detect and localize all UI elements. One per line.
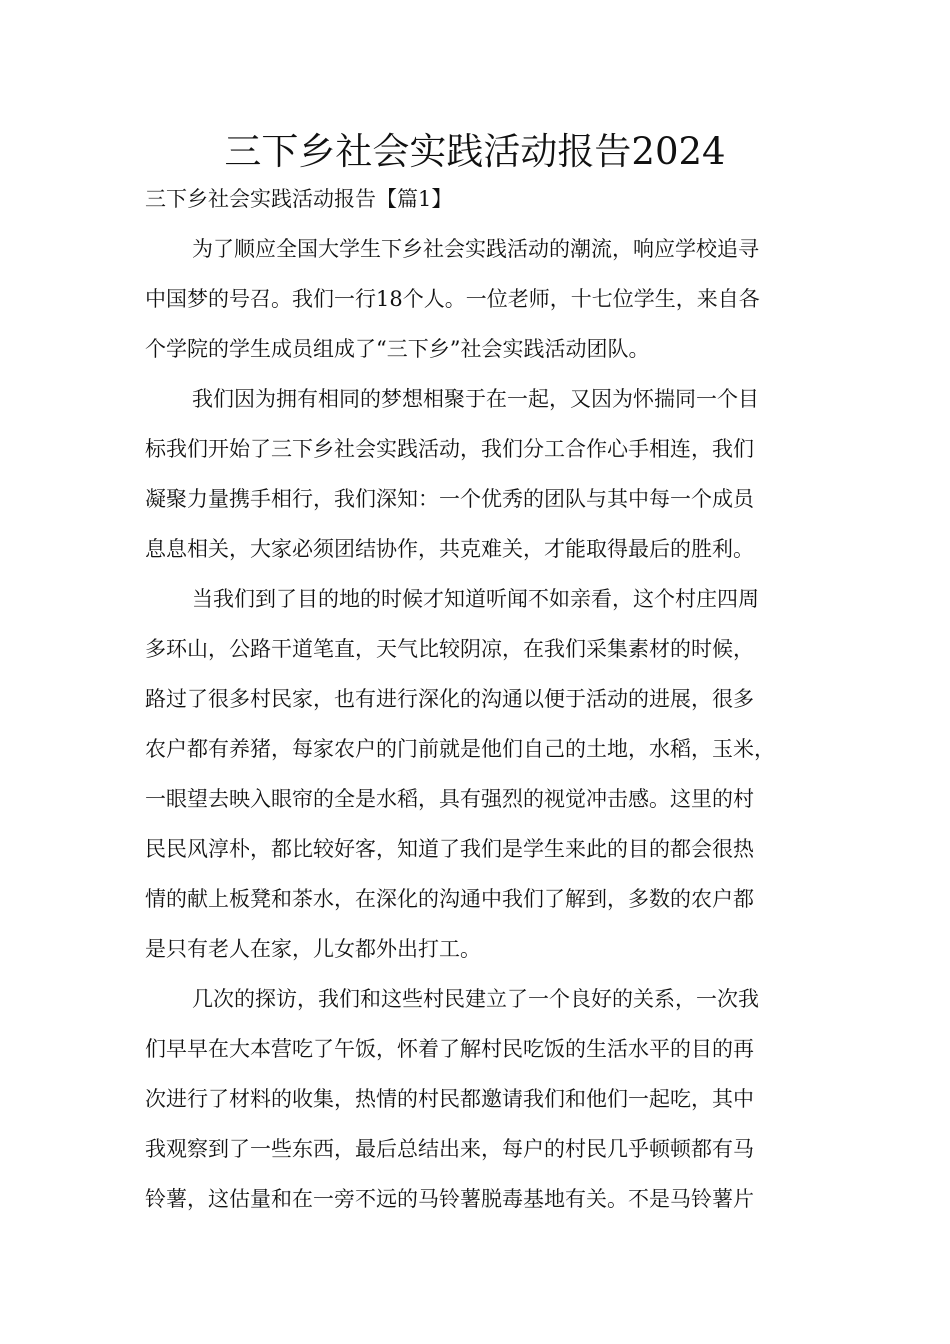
paragraph-line: 路过了很多村民家，也有进行深化的沟通以便于活动的进展，很多 — [145, 687, 754, 711]
paragraph-line: 是只有老人在家，儿女都外出打工。 — [145, 937, 481, 961]
paragraph-line: 我们因为拥有相同的梦想相聚于在一起，又因为怀揣同一个目 — [192, 387, 759, 411]
paragraph-line: 凝聚力量携手相行，我们深知：一个优秀的团队与其中每一个成员 — [145, 487, 754, 511]
paragraph-line: 中国梦的号召。我们一行18个人。一位老师，十七位学生，来自各 — [145, 287, 760, 311]
paragraph-line: 们早早在大本营吃了午饭，怀着了解村民吃饭的生活水平的目的再 — [145, 1037, 754, 1061]
paragraph-line: 息息相关，大家必须团结协作，共克难关，才能取得最后的胜利。 — [145, 537, 754, 561]
paragraph-line: 次进行了材料的收集，热情的村民都邀请我们和他们一起吃，其中 — [145, 1087, 754, 1111]
paragraph-line: 为了顺应全国大学生下乡社会实践活动的潮流，响应学校追寻 — [192, 237, 759, 261]
paragraph-line: 农户都有养猪，每家农户的门前就是他们自己的土地，水稻，玉米， — [145, 737, 775, 761]
paragraph-line: 标我们开始了三下乡社会实践活动，我们分工合作心手相连，我们 — [145, 437, 754, 461]
document-title: 三下乡社会实践活动报告2024 — [224, 130, 726, 173]
paragraph-line: 铃薯，这估量和在一旁不远的马铃薯脱毒基地有关。不是马铃薯片 — [145, 1187, 754, 1211]
paragraph-line: 我观察到了一些东西，最后总结出来，每户的村民几乎顿顿都有马 — [145, 1137, 754, 1161]
paragraph-line: 民民风淳朴，都比较好客，知道了我们是学生来此的目的都会很热 — [145, 837, 754, 861]
paragraph-line: 多环山，公路干道笔直，天气比较阴凉，在我们采集素材的时候， — [145, 637, 754, 661]
paragraph-line: 个学院的学生成员组成了“三下乡”社会实践活动团队。 — [145, 337, 650, 361]
paragraph-line: 几次的探访，我们和这些村民建立了一个良好的关系，一次我 — [192, 987, 759, 1011]
section-heading: 三下乡社会实践活动报告【篇1】 — [145, 187, 453, 211]
paragraph-line: 情的献上板凳和茶水，在深化的沟通中我们了解到，多数的农户都 — [145, 887, 754, 911]
paragraph-line: 一眼望去映入眼帘的全是水稻，具有强烈的视觉冲击感。这里的村 — [145, 787, 754, 811]
paragraph-line: 当我们到了目的地的时候才知道听闻不如亲看，这个村庄四周 — [192, 587, 759, 611]
